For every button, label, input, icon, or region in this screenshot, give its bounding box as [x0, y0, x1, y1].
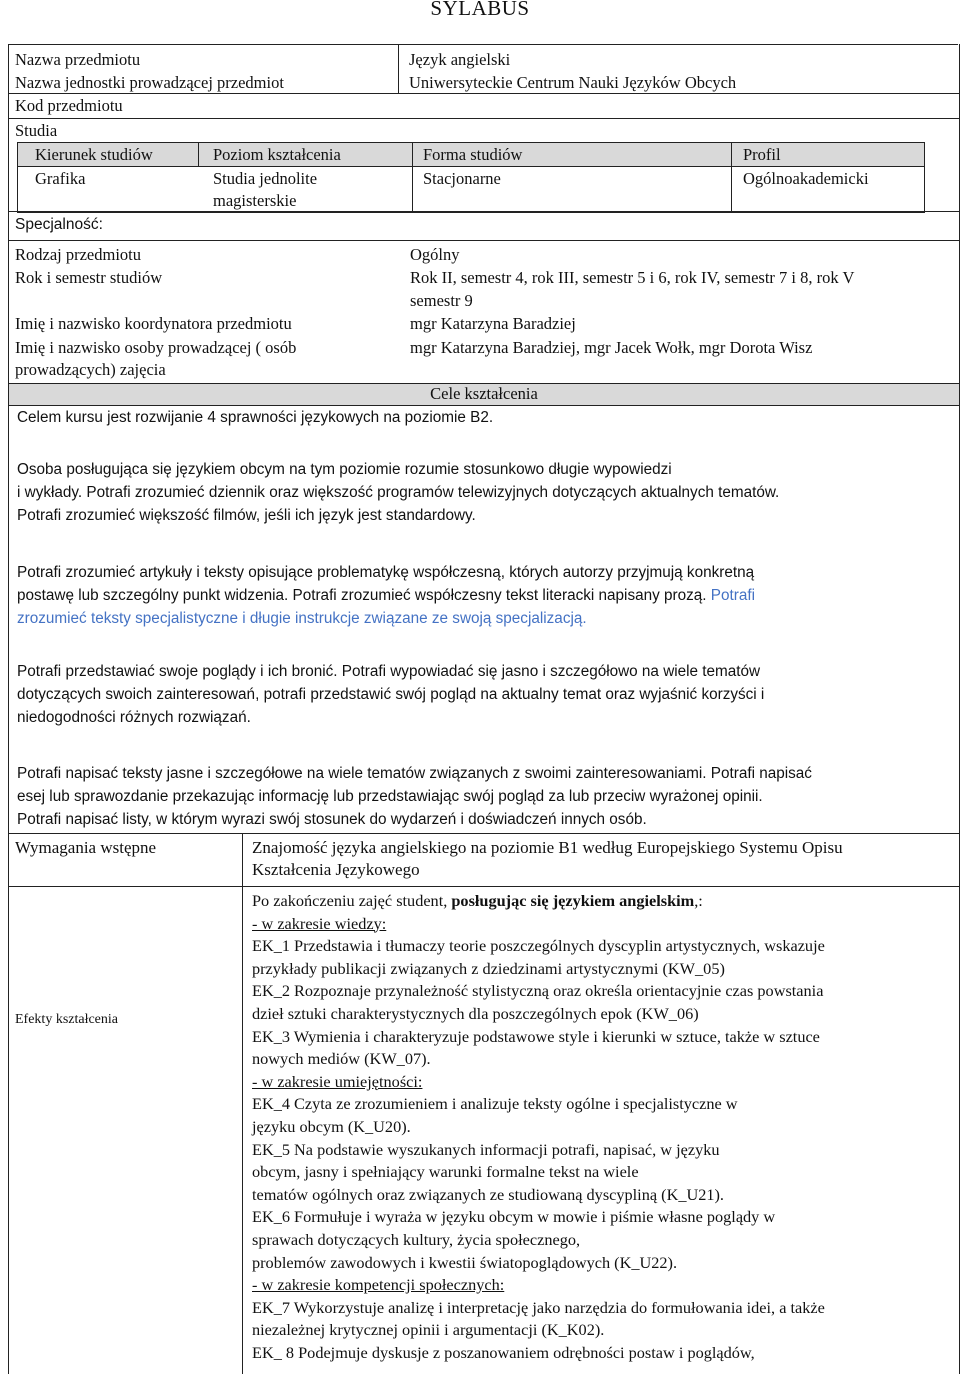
rok-value-line2: semestr 9 — [410, 291, 473, 310]
cele-heading: Cele kształcenia — [430, 384, 538, 403]
kompetencje-heading: - w zakresie kompetencji społecznych: — [252, 1275, 505, 1295]
rok-value-line1: Rok II, semestr 4, rok III, semestr 5 i 6, rok IV, semestr 7 i 8, rok V — [410, 268, 855, 287]
divider — [398, 44, 399, 93]
header-profil: Profil — [743, 145, 781, 164]
studies-table — [17, 142, 925, 213]
rok-label: Rok i semestr studiów — [15, 268, 163, 287]
rodzaj-value: Ogólny — [410, 245, 460, 264]
value-forma: Stacjonarne — [423, 169, 501, 188]
cele-paragraph-3: Potrafi przedstawiać swoje poglądy i ich bronić. Potrafi wypowiadać się jasno i szczegółowo na wiele tematów dotyczących swoich zainteresowań, potrafi przedstawić swój pogląd na aktualny temat oraz wyjaśnić korzyści i niedogodności różnych rozwiązań. — [17, 663, 765, 726]
wymagania-value-line1: Znajomość języka angielskiego na poziomie B1 według Europejskiego Systemu Opisu — [252, 838, 843, 857]
divider — [731, 143, 732, 212]
divider — [9, 118, 959, 119]
value-poziom: Studia jednolite — [213, 169, 318, 188]
page-title: SYLABUS — [430, 0, 530, 20]
cele-intro: Celem kursu jest rozwijanie 4 sprawności językowych na poziomie B2. — [17, 409, 494, 426]
header-kierunek: Kierunek studiów — [35, 145, 153, 164]
divider — [242, 834, 243, 1374]
umiejetnosci-heading: - w zakresie umiejętności: — [252, 1071, 423, 1091]
specjalnosc-label: Specjalność: — [15, 216, 103, 233]
header-forma: Forma studiów — [423, 145, 523, 164]
koordynator-value: mgr Katarzyna Baradziej — [410, 314, 576, 333]
divider — [412, 143, 413, 212]
prowadzacy-label-line1: Imię i nazwisko osoby prowadzącej ( osób — [15, 338, 297, 357]
nazwa-value: Język angielski — [409, 50, 511, 69]
jednostka-label: Nazwa jednostki prowadzącej przedmiot — [15, 73, 284, 92]
divider — [9, 886, 959, 887]
studia-label: Studia — [15, 121, 58, 140]
cele-paragraph-1: Osoba posługująca się językiem obcym na tym poziomie rozumie stosunkowo długie wypowiedzi i wykłady. Potrafi zrozumieć dziennik oraz większość programów telewizyjnych dotyczących aktualnych tematów. Potrafi zrozumieć większość filmów, jeśli ich język jest standardowy. — [17, 461, 780, 524]
cele-section — [8, 406, 960, 834]
divider — [198, 143, 199, 166]
rodzaj-label: Rodzaj przedmiotu — [15, 245, 142, 264]
divider — [9, 211, 959, 212]
koordynator-label: Imię i nazwisko koordynatora przedmiotu — [15, 314, 292, 333]
kod-label: Kod przedmiotu — [15, 96, 123, 115]
prowadzacy-value: mgr Katarzyna Baradziej, mgr Jacek Wołk, mgr Dorota Wisz — [410, 338, 813, 357]
cele-paragraph-2: Potrafi zrozumieć artykuły i teksty opisujące problematykę współczesną, których autorzy przyjmują konkretną postawę lub szczególny punkt widzenia. Potrafi zrozumieć współczesny tekst literacki napisany prozą. Potrafi zrozumieć teksty specjalistyczne i długie instrukcje związane ze swoją specjalizacją. — [17, 564, 756, 627]
wymagania-label: Wymagania wstępne — [15, 838, 157, 857]
divider — [18, 166, 924, 167]
efekty-content: Po zakończeniu zajęć student, posługując się językiem angielskim,: - w zakresie wiedzy: EK_1 Przedstawia i tłumaczy teorie poszczególnych dyscyplin artystycznych, wskazuje przykłady publikacji związanych z dziedzinami artystycznymi (KW_05) EK_2 Rozpoznaje przynależność stylistyczną oraz określa orientacyjnie czas powstania dzieł sztuki charakterystycznych dla poszczególnych epok (KW_06) EK_3 Wymienia i charakteryzuje podstawowe style i kierunki w sztuce, także w sztuce nowych mediów (KW_07). - w zakresie umiejętności: EK_4 Czyta ze zrozumieniem i analizuje teksty ogólne i specjalistyczne w języku obcym (K_U20). EK_5 Na podstawie wyszukanych informacji potrafi, napisać, w języku obcym, jasny i spełniający warunki formalne tekst na wiele tematów ogólnych oraz związanych ze studiowaną dyscypliną (K_U21). EK_6 Formułuje i wyraża w języku obcym w mowie i piśmie własne poglądy w sprawach dotyczących kultury, życia społecznego, problemów zawodowych i kwestii światopoglądowych (K_U22). - w zakresie kompetencji społecznych: EK_7 Wykorzystuje analizę i interpretację jako narzędzia do formułowania idei, a także niezależnej krytycznej opinii i argumentacji (K_K02). EK_ 8 Podejmuje dyskusje z poszanowaniem odrębności postaw i poglądów, — [252, 890, 952, 1364]
efekty-label: Efekty kształcenia — [15, 1012, 119, 1027]
wymagania-value-line2: Kształcenia Językowego — [252, 860, 420, 879]
prowadzacy-label-line2: prowadzących) zajęcia — [15, 360, 166, 379]
info-section — [8, 44, 960, 259]
header-poziom: Poziom kształcenia — [213, 145, 341, 164]
jednostka-value: Uniwersyteckie Centrum Nauki Języków Obcych — [409, 73, 737, 92]
value-kierunek: Grafika — [35, 169, 86, 188]
value-poziom-line2: magisterskie — [213, 191, 297, 210]
nazwa-label: Nazwa przedmiotu — [15, 50, 141, 69]
divider — [9, 93, 959, 94]
cele-paragraph-4: Potrafi napisać teksty jasne i szczegółowe na wiele tematów związanych z swoimi zainteresowaniami. Potrafi napisać esej lub sprawozdanie przekazując informację lub przedstawiając swój pogląd za lub przeciw wyrażonej opinii. Potrafi napisać listy, w którym wyrazi swój stosunek do wydarzeń i doświadczeń innych osób. — [17, 765, 812, 828]
value-profil: Ogólnoakademicki — [743, 169, 869, 188]
wiedza-heading: - w zakresie wiedzy: — [252, 913, 387, 933]
wymagania-efekty-section — [8, 834, 960, 1374]
